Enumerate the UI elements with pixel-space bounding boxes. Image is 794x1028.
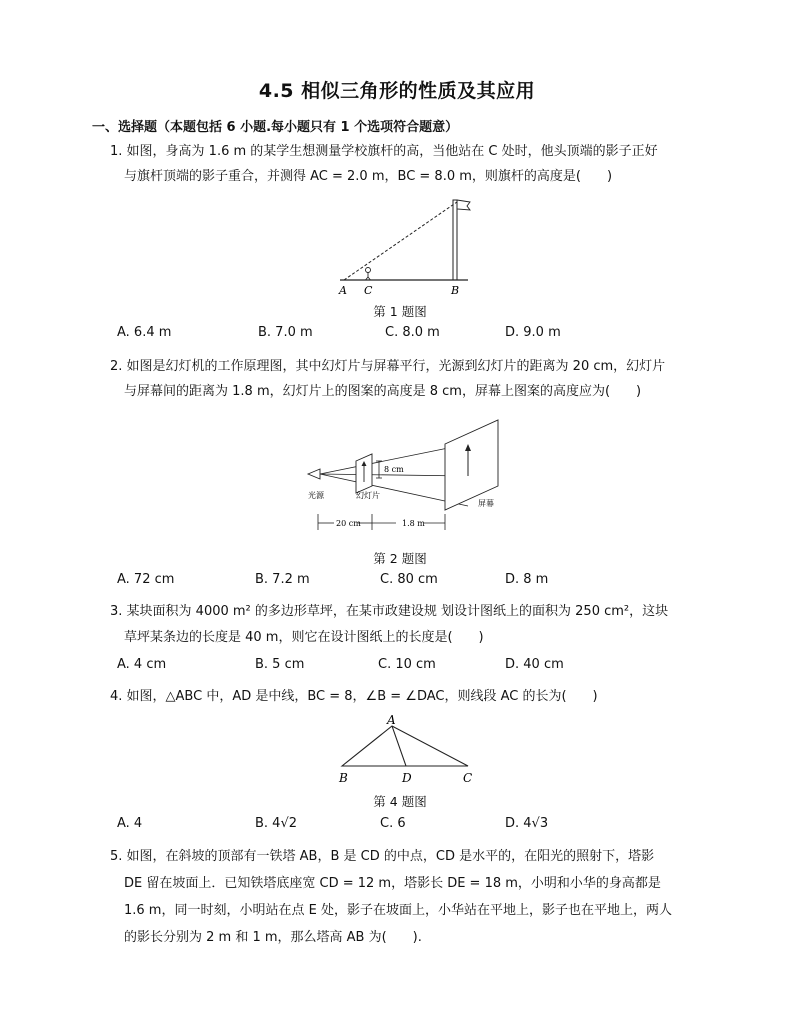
page-title: 4.5 相似三角形的性质及其应用 — [258, 80, 536, 102]
q5-text-line4: 的影长分别为 2 m 和 1 m，那么塔高 AB 为( ). — [124, 930, 422, 945]
q1-text-line2: 与旗杆顶端的影子重合，并测得 AC = 2.0 m，BC = 8.0 m，则旗杆的高度是( ) — [124, 169, 613, 184]
flagpole — [453, 200, 457, 280]
q1-option-b: B. 7.0 m — [258, 325, 313, 340]
label-slide: 幻灯片 — [356, 491, 380, 500]
label-a: A — [339, 284, 347, 297]
q4-option-b: B. 4√2 — [255, 816, 298, 831]
q4-caption: 第 4 题图 — [373, 794, 427, 809]
screen — [445, 420, 498, 510]
q3-text-line1: 3. 某块面积为 4000 m² 的多边形草坪，在某市政建设规 划设计图纸上的面积为 250 cm²，这块 — [110, 604, 669, 619]
flag-icon — [457, 200, 470, 210]
label-b: B — [451, 284, 460, 297]
q1-caption: 第 1 题图 — [373, 304, 427, 319]
label-a: A — [387, 713, 396, 727]
label-height: 8 cm — [384, 465, 404, 474]
q2-option-d: D. 8 m — [505, 572, 549, 587]
q5-text-line1: 5. 如图，在斜坡的顶部有一铁塔 AB，B 是 CD 的中点，CD 是水平的，在阳光的照射下，塔影 — [110, 849, 655, 864]
section-heading: 一、选择题（本题包括 6 小题.每小题只有 1 个选项符合题意） — [92, 120, 459, 135]
q4-option-c: C. 6 — [380, 816, 406, 831]
q5-text-line2: DE 留在坡面上．已知铁塔底座宽 CD = 12 m，塔影长 DE = 18 m，小明和小华的身高都是 — [124, 876, 661, 891]
q5-text-line3: 1.6 m，同一时刻，小明站在点 E 处，影子在坡面上，小华站在平地上，影子也在平地上，两人 — [124, 903, 672, 918]
q2-option-c: C. 80 cm — [380, 572, 438, 587]
q3-option-b: B. 5 cm — [255, 657, 305, 672]
q4-option-d: D. 4√3 — [505, 816, 549, 831]
label-b: B — [339, 771, 348, 785]
q2-figure — [300, 414, 530, 538]
q4-text-line1: 4. 如图，△ABC 中，AD 是中线，BC = 8，∠B = ∠DAC，则线段 AC 的长为( ) — [110, 689, 598, 704]
q4-option-a: A. 4 — [117, 816, 143, 831]
label-distance-1-8m: 1.8 m — [402, 519, 425, 528]
q1-figure — [330, 190, 480, 300]
q2-text-line2: 与屏幕间的距离为 1.8 m，幻灯片上的图案的高度是 8 cm，屏幕上图案的高度应为( ) — [124, 384, 642, 399]
q4-figure — [330, 712, 480, 788]
q3-option-c: C. 10 cm — [378, 657, 436, 672]
q2-text-line1: 2. 如图是幻灯机的工作原理图，其中幻灯片与屏幕平行，光源到幻灯片的距离为 20 cm，幻灯片 — [110, 359, 666, 374]
q3-text-line2: 草坪某条边的长度是 40 m，则它在设计图纸上的长度是( ) — [124, 630, 484, 645]
q1-text-line1: 1. 如图，身高为 1.6 m 的某学生想测量学校旗杆的高，当他站在 C 处时，他头顶端的影子正好 — [110, 144, 658, 159]
q3-option-a: A. 4 cm — [117, 657, 167, 672]
q3-option-d: D. 40 cm — [505, 657, 564, 672]
label-c: C — [463, 771, 473, 785]
label-d: D — [402, 771, 412, 785]
person-head-icon — [366, 268, 371, 273]
q1-option-c: C. 8.0 m — [385, 325, 440, 340]
light-source-icon — [308, 469, 320, 479]
q1-option-d: D. 9.0 m — [505, 325, 561, 340]
label-distance-20cm: 20 cm — [336, 519, 361, 528]
shadow-ray — [344, 202, 457, 280]
q2-caption: 第 2 题图 — [373, 551, 427, 566]
q2-option-a: A. 72 cm — [117, 572, 175, 587]
q1-option-a: A. 6.4 m — [117, 325, 172, 340]
label-light-source: 光源 — [308, 491, 324, 500]
q2-option-b: B. 7.2 m — [255, 572, 310, 587]
label-screen: 屏幕 — [478, 499, 494, 508]
label-c: C — [364, 284, 373, 297]
triangle-abc — [342, 726, 468, 766]
